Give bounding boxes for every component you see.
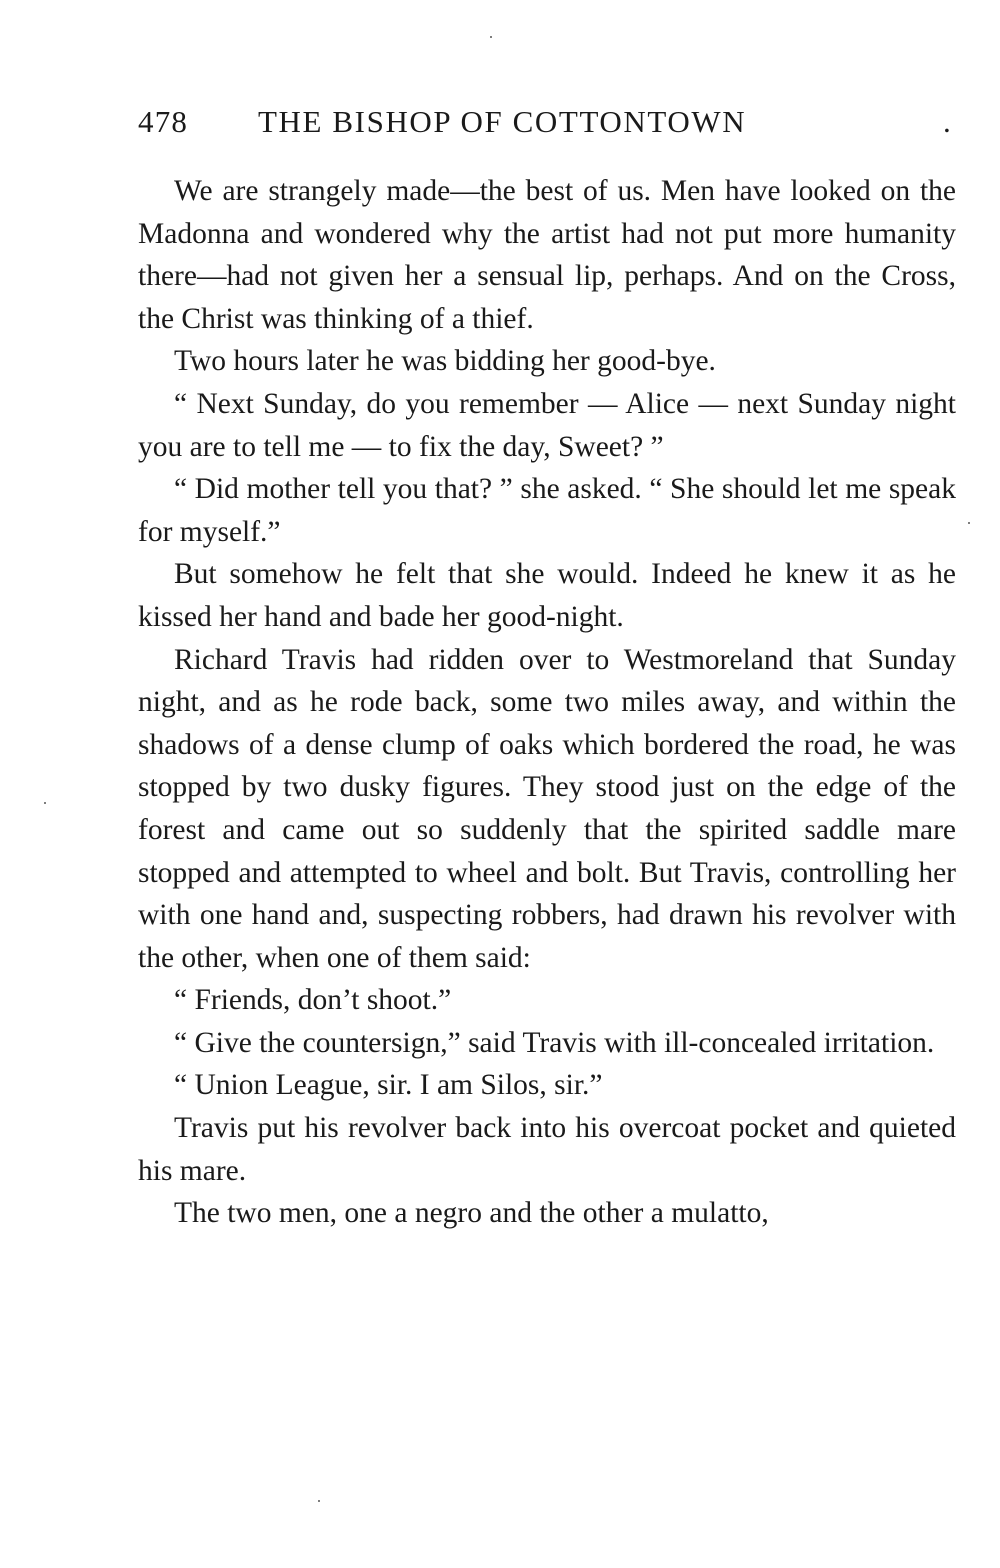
paragraph: But somehow he felt that she would. Indeed he knew it as he kissed her hand and bade her good-night.	[138, 558, 956, 633]
body-text	[138, 170, 956, 1235]
header-mark: .	[943, 104, 952, 139]
print-speck	[968, 522, 970, 524]
paragraph: Richard Travis had ridden over to Westmoreland that Sunday night, and as he rode back, some two miles away, and within the shadows of a dense clump of oaks which bordered the road, he was stopped by two dusky figures. They stood just on the edge of the forest and came out so suddenly that the spirited saddle mare stopped and attempted to wheel and bolt. But Travis, controlling her with one hand and, suspecting robbers, had drawn his revolver with the other, when one of them said:	[138, 643, 956, 974]
paragraph: Two hours later he was bidding her good-bye.	[174, 345, 716, 378]
paragraph: “ Give the countersign,” said Travis with ill-concealed irritation.	[174, 1026, 935, 1059]
paragraph: The two men, one a negro and the other a mulatto,	[174, 1197, 769, 1230]
paragraph: Travis put his revolver back into his overcoat pocket and quieted his mare.	[138, 1112, 956, 1187]
print-speck	[318, 1500, 320, 1502]
paragraph: “ Did mother tell you that? ” she asked. “ She should let me speak for myself.”	[138, 473, 956, 548]
paragraph: “ Union League, sir. I am Silos, sir.”	[174, 1069, 603, 1102]
print-speck	[490, 36, 492, 38]
print-speck	[44, 802, 46, 804]
paragraph: We are strangely made—the best of us. Men have looked on the Madonna and wondered why the artist had not put more humanity there—had not given her a sensual lip, perhaps. And on the Cross, the Christ was thinking of a thief.	[138, 175, 956, 335]
page-number: 478	[138, 104, 189, 139]
paragraph: “ Friends, don’t shoot.”	[174, 984, 452, 1017]
running-header	[138, 104, 958, 144]
running-title: THE BISHOP OF COTTONTOWN	[258, 104, 747, 139]
paragraph: “ Next Sunday, do you remember — Alice — next Sunday night you are to tell me — to fix the day, Sweet? ”	[138, 387, 956, 463]
